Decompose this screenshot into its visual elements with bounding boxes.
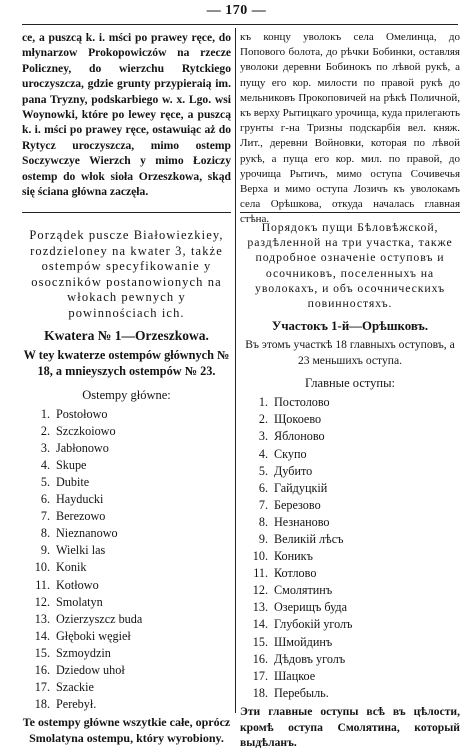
right-quarter-heading: Участокъ 1-й—Орѣшковъ. xyxy=(271,319,429,334)
list-item: 18. Perebył. xyxy=(34,697,97,712)
right-ostup-list xyxy=(240,394,460,702)
right-section-title: Порядокъ пущи Бѣловѣжской, раздѣленной на три участка, также подробное означеніе оступовъ и осочниковъ, поселенныхъ на уволокахъ, и объ осочническихъ повинностяхъ. xyxy=(247,220,453,311)
list-item: 8. Nieznanowo xyxy=(40,526,118,541)
left-top-paragraph: ce, a puszcą k. i. mści po prawey ręce, do młynarzow Prokopowiczów na rzecze Policzney, do wierzchu Rytckiego uroczyszcza, gdzie grunty przypieraią im. pana Tryzny, podskarbiego w. x. Lgo. wsi Woynowki, które po lewey ręce, a puszcą k. i. mści po prawey ręce, ostawuiąc aż do Rytycz uroczyszcza, mimo ostemp Soczywczye Wierzch y mimo Łoziczy ostemp do włok sioła Orzeszkowa, skąd się ściana główna zaczęła. xyxy=(22,31,231,199)
list-item: 9. Великій лѣсъ xyxy=(258,531,344,546)
list-item: 10. Konik xyxy=(34,560,87,575)
list-item: 14. Глубокій уголъ xyxy=(252,617,353,632)
left-quarter-subheading: W tey kwaterze ostempów głównych № 18, a mnieyszych ostempów № 23. xyxy=(23,347,230,378)
list-item: 3. Яблоново xyxy=(258,429,325,444)
list-item: 17. Szackie xyxy=(34,680,94,695)
page-number: — 170 — xyxy=(206,3,267,18)
list-item: 11. Kotłowo xyxy=(35,577,99,592)
list-item: 13. Озерищъ буда xyxy=(252,600,348,615)
list-item: 18. Перебыль. xyxy=(252,685,329,700)
list-item: 5. Дубито xyxy=(258,463,313,478)
list-item: 1. Postołowo xyxy=(40,406,108,421)
column-divider xyxy=(235,28,236,713)
list-item: 17. Шацкое xyxy=(252,668,316,683)
left-section xyxy=(22,228,231,746)
right-footer-note: Эти главные оступы всѣ въ цѣлости, кромѣ оступа Смолятина, который выдѣланъ. xyxy=(240,704,460,750)
list-item: 3. Jabłonowo xyxy=(40,440,109,455)
left-quarter-heading: Kwatera № 1—Orzeszkowa. xyxy=(44,327,209,343)
list-item: 9. Wielki las xyxy=(40,543,106,558)
list-item: 13. Ozierzyszcz buda xyxy=(34,611,143,626)
right-top-paragraph: къ концу уволокъ села Омелинца, до Попового болота, до рѣчки Бобинки, оставляя уволоки деревни Бобинокъ по лѣвой рукѣ, а пущу его кор. милости по правой рукѣ до мельниковъ Прокоповичей на рѣкѣ Поличной, къ верху Рытицкаго урочища, куда прилегають грунты г-на Тризны подскарбія вел. княж. Лит., деревни Войновки, которая по лѣвой рукѣ, а пуща его кор. мил. по правой, до урочища Рытичъ, мимо оступа Сочивечья Верха и мимо оступа Лозичъ къ уволокамъ села Орѣшкова, откуда началась главная стѣна. xyxy=(240,31,460,226)
list-item: 15. Szmoydzin xyxy=(34,645,111,660)
list-item: 11. Котлово xyxy=(253,566,317,581)
list-item: 16. Дѣдовъ уголъ xyxy=(252,651,346,666)
right-list-heading: Главные оступы: xyxy=(305,376,395,391)
right-section xyxy=(240,220,460,751)
list-item: 4. Скупо xyxy=(258,446,307,461)
left-section-title: Porządek pusczе Białowiezkiey, rozdzielоney na kwater 3, także ostempów specyfikowanie y osocznіków postanowionych na włokach pewnych y powinnościach ich. xyxy=(29,228,224,320)
left-list-heading: Ostempy główne: xyxy=(82,387,171,402)
right-quarter-subheading: Въ этомъ участкѣ 18 главныхъ оступовъ, а 23 меньшихъ оступа. xyxy=(245,338,455,368)
list-item: 5. Dubite xyxy=(40,474,90,489)
list-item: 14. Głęboki węgieł xyxy=(34,628,131,643)
header-rule xyxy=(22,24,458,25)
left-footer-note: Te ostempy główne wszytkie całe, oprócz Smolatyna ostempu, który wyrobiony. xyxy=(22,715,231,745)
list-item: 6. Гайдуцкій xyxy=(258,480,328,495)
right-top-block xyxy=(240,30,460,228)
list-item: 12. Smolatyn xyxy=(34,594,103,609)
list-item: 6. Hayducki xyxy=(40,492,104,507)
left-section-rule xyxy=(22,212,231,213)
list-item: 7. Berezowo xyxy=(40,509,106,524)
list-item: 2. Щокоево xyxy=(258,412,322,427)
left-top-block xyxy=(22,30,231,199)
list-item: 10. Коникъ xyxy=(252,549,313,564)
list-item: 7. Березово xyxy=(258,497,321,512)
list-item: 12. Смолятинъ xyxy=(252,583,333,598)
left-ostemp-list xyxy=(22,406,231,714)
list-item: 4. Skupe xyxy=(40,457,87,472)
list-item: 8. Незнаново xyxy=(258,514,330,529)
list-item: 16. Dziedow uhoł xyxy=(34,662,125,677)
list-item: 2. Szczkoiowo xyxy=(40,423,116,438)
list-item: 1. Постолово xyxy=(258,395,330,410)
list-item: 15. Шмойдинъ xyxy=(252,634,333,649)
